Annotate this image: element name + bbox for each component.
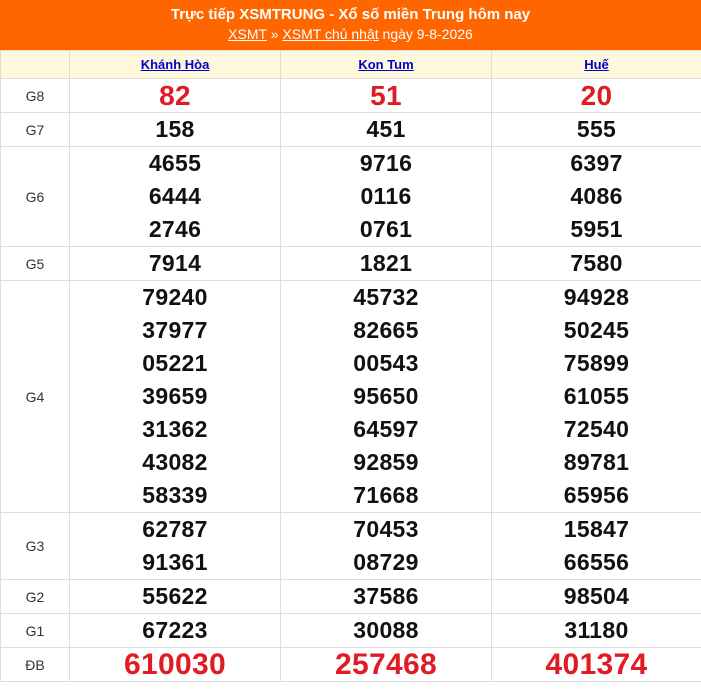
prize-cell (492, 79, 701, 113)
prize-number: 1821 (359, 250, 413, 276)
prize-number: 610030 (124, 648, 226, 681)
prize-row-g3 (1, 513, 701, 580)
page-title: Trực tiếp XSMTRUNG - Xổ số miền Trung hôm nay (170, 6, 531, 23)
prize-number: 71668 (353, 482, 419, 508)
prize-number: 43082 (142, 449, 208, 475)
prize-number: 15847 (563, 516, 630, 542)
prize-number: 7580 (570, 250, 623, 276)
prize-number: 451 (366, 116, 406, 142)
prize-cell (492, 614, 701, 648)
prize-cell (70, 580, 281, 614)
prize-label: G4 (1, 281, 70, 513)
province-link-hue[interactable]: Huế (584, 56, 609, 72)
prize-cell (281, 648, 492, 682)
prize-label: G2 (1, 580, 70, 614)
results-table (0, 50, 701, 682)
prize-number: 7914 (148, 250, 202, 276)
prize-label: ĐB (1, 648, 70, 682)
prize-cell (70, 147, 281, 247)
prize-number: 401374 (545, 648, 648, 681)
prize-cell (492, 113, 701, 147)
prize-cell (492, 513, 701, 580)
prize-cell (70, 281, 281, 513)
prize-number: 37977 (142, 317, 208, 343)
prize-number: 37586 (353, 583, 419, 609)
prize-number: 98504 (563, 583, 630, 609)
prize-cell (70, 614, 281, 648)
prize-row-g2 (1, 580, 701, 614)
prize-number: 91361 (142, 549, 208, 575)
prize-number: 67223 (142, 617, 208, 643)
prize-row-g6 (1, 147, 701, 247)
prize-number: 51 (370, 80, 402, 111)
prize-number: 55622 (142, 583, 208, 609)
prize-label: G7 (1, 113, 70, 147)
prize-number: 555 (576, 116, 617, 142)
prize-number: 45732 (353, 284, 419, 310)
prize-number: 70453 (353, 516, 419, 542)
prize-number: 95650 (353, 383, 419, 409)
prize-number: 08729 (353, 549, 419, 575)
header-province-kon-tum (281, 51, 492, 79)
prize-cell (70, 79, 281, 113)
province-link-khanh-hoa[interactable]: Khánh Hòa (140, 56, 210, 72)
prize-number: 66556 (563, 549, 630, 575)
prize-number: 75899 (563, 350, 630, 376)
prize-row-g1 (1, 614, 701, 648)
breadcrumb-link-xsmt-sunday[interactable]: XSMT chủ nhật (282, 26, 379, 42)
prize-number: 0116 (360, 183, 412, 209)
prize-cell (70, 648, 281, 682)
prize-number: 82665 (353, 317, 419, 343)
breadcrumb (0, 25, 701, 43)
prize-cell (492, 247, 701, 281)
prize-cell (492, 648, 701, 682)
prize-number: 39659 (142, 383, 208, 409)
page-header (0, 0, 701, 50)
prize-number: 6444 (148, 183, 202, 209)
prize-row-g8 (1, 79, 701, 113)
prize-number: 05221 (142, 350, 208, 376)
prize-number: 82 (159, 80, 191, 111)
prize-cell (281, 580, 492, 614)
province-link-kon-tum[interactable]: Kon Tum (358, 56, 414, 72)
prize-row-g7 (1, 113, 701, 147)
prize-cell (281, 247, 492, 281)
prize-cell (70, 113, 281, 147)
prize-number: 9716 (359, 150, 413, 176)
prize-number: 257468 (335, 648, 437, 681)
table-header-row (1, 51, 701, 79)
prize-number: 00543 (353, 350, 419, 376)
prize-number: 20 (580, 80, 613, 111)
prize-number: 5951 (570, 216, 623, 242)
prize-cell (281, 79, 492, 113)
prize-cell (281, 113, 492, 147)
prize-label: G3 (1, 513, 70, 580)
prize-number: 61055 (563, 383, 630, 409)
prize-number: 50245 (563, 317, 630, 343)
breadcrumb-separator: » (270, 26, 279, 42)
prize-cell (70, 247, 281, 281)
prize-number: 4086 (570, 183, 623, 209)
prize-number: 92859 (353, 449, 419, 475)
prize-number: 0761 (359, 216, 413, 242)
prize-cell (281, 513, 492, 580)
prize-row-g4 (1, 281, 701, 513)
header-blank-cell (1, 51, 70, 79)
prize-row-đb (1, 648, 701, 682)
prize-number: 79240 (142, 284, 208, 310)
draw-date: ngày 9-8-2026 (382, 26, 473, 42)
prize-number: 89781 (563, 449, 630, 475)
prize-number: 2746 (148, 216, 202, 242)
prize-cell (492, 281, 701, 513)
prize-label: G8 (1, 79, 70, 113)
prize-number: 94928 (563, 284, 630, 310)
prize-number: 6397 (570, 150, 623, 176)
prize-cell (281, 147, 492, 247)
prize-number: 31180 (564, 617, 629, 643)
prize-cell (70, 513, 281, 580)
prize-number: 64597 (353, 416, 419, 442)
prize-number: 158 (155, 116, 195, 142)
header-province-hue (492, 51, 701, 79)
header-province-khanh-hoa (70, 51, 281, 79)
prize-number: 72540 (563, 416, 630, 442)
prize-row-g5 (1, 247, 701, 281)
prize-number: 65956 (563, 482, 630, 508)
prize-number: 62787 (142, 516, 208, 542)
prize-number: 58339 (142, 482, 208, 508)
prize-number: 31362 (142, 416, 208, 442)
prize-number: 30088 (353, 617, 419, 643)
prize-cell (281, 281, 492, 513)
prize-label: G1 (1, 614, 70, 648)
prize-cell (492, 580, 701, 614)
breadcrumb-link-xsmt[interactable]: XSMT (228, 26, 267, 42)
prize-label: G6 (1, 147, 70, 247)
prize-cell (281, 614, 492, 648)
prize-number: 4655 (148, 150, 202, 176)
prize-cell (492, 147, 701, 247)
prize-label: G5 (1, 247, 70, 281)
